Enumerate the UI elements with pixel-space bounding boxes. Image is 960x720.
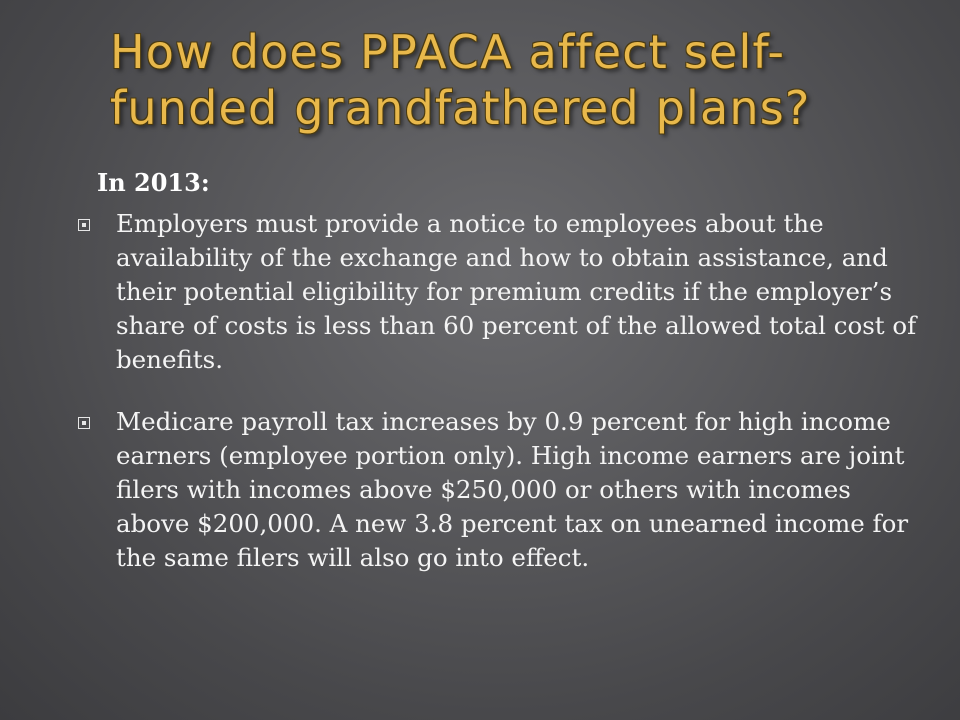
bullet-item xyxy=(77,405,917,575)
bullet-text: Medicare payroll tax increases by 0.9 percent for high income earners (employee portion only). High income earners are joint filers with incomes above $250,000 or others with incomes above $200,000. A new 3.8 percent tax on unearned income for the same filers will also go into effect. xyxy=(116,407,909,572)
bullet-list xyxy=(77,207,917,603)
square-bullet-icon xyxy=(78,219,90,231)
subheading: In 2013: xyxy=(97,168,210,197)
slide-title-line-2: funded grandfathered plans? xyxy=(110,81,811,135)
square-bullet-icon xyxy=(78,417,90,429)
slide-title-line-1: How does PPACA affect self- xyxy=(110,25,786,79)
slide-title xyxy=(110,24,910,136)
bullet-text: Employers must provide a notice to employees about the availability of the exchange and how to obtain assistance, and their potential eligibility for premium credits if the employer’s share of costs is less than 60 percent of the allowed total cost of benefits. xyxy=(116,209,917,374)
bullet-item xyxy=(77,207,917,377)
